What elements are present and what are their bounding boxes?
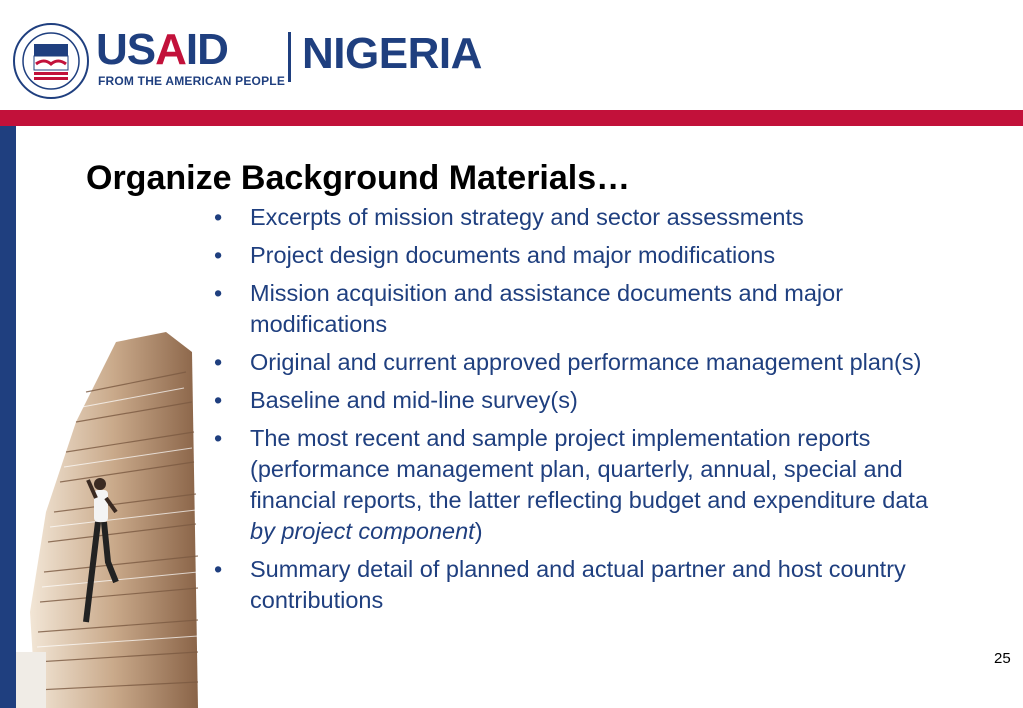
list-item xyxy=(212,554,952,616)
blue-side-bar xyxy=(0,126,16,708)
red-header-bar xyxy=(0,110,1023,126)
list-item xyxy=(212,278,952,340)
bullet-icon: • xyxy=(214,556,223,582)
list-item xyxy=(212,347,952,378)
bullet-icon: • xyxy=(214,242,223,268)
logo-tagline: FROM THE AMERICAN PEOPLE xyxy=(98,74,286,88)
bullet-text: Original and current approved performance management plan(s) xyxy=(250,349,922,375)
logo-country: NIGERIA xyxy=(302,29,482,78)
bullet-list xyxy=(212,202,952,623)
bullet-icon: • xyxy=(214,349,223,375)
bullet-icon: • xyxy=(214,425,223,451)
paper-stack-climber-icon xyxy=(16,312,198,708)
logo-id: ID xyxy=(185,25,228,74)
bullet-text-after: ) xyxy=(474,518,483,544)
list-item xyxy=(212,202,952,233)
list-item xyxy=(212,240,952,271)
bullet-text: Project design documents and major modifications xyxy=(250,242,776,268)
bullet-icon: • xyxy=(214,280,223,306)
list-item xyxy=(212,385,952,416)
bullet-text-italic: by project component xyxy=(250,518,475,544)
bullet-text: Mission acquisition and assistance documents and major modifications xyxy=(250,280,844,337)
logo-a: A xyxy=(155,25,186,74)
bullet-icon: • xyxy=(214,204,223,230)
usaid-seal-icon xyxy=(12,22,90,100)
bullet-text: Summary detail of planned and actual partner and host country contributions xyxy=(250,556,906,613)
bullet-text: Baseline and mid-line survey(s) xyxy=(250,387,578,413)
usaid-logo xyxy=(96,25,228,74)
logo-us: US xyxy=(96,25,156,74)
bullet-text-before: The most recent and sample project implementation reports (performance management plan, quarterly, annual, special and financial reports, the latter reflecting budget and expenditure data xyxy=(250,425,929,513)
logo-divider xyxy=(288,32,291,82)
slide-title: Organize Background Materials… xyxy=(86,159,631,197)
bullet-icon: • xyxy=(214,387,223,413)
header xyxy=(0,0,1023,110)
page-number: 25 xyxy=(994,650,1011,667)
bullet-text: Excerpts of mission strategy and sector assessments xyxy=(250,204,804,230)
list-item xyxy=(212,423,952,547)
